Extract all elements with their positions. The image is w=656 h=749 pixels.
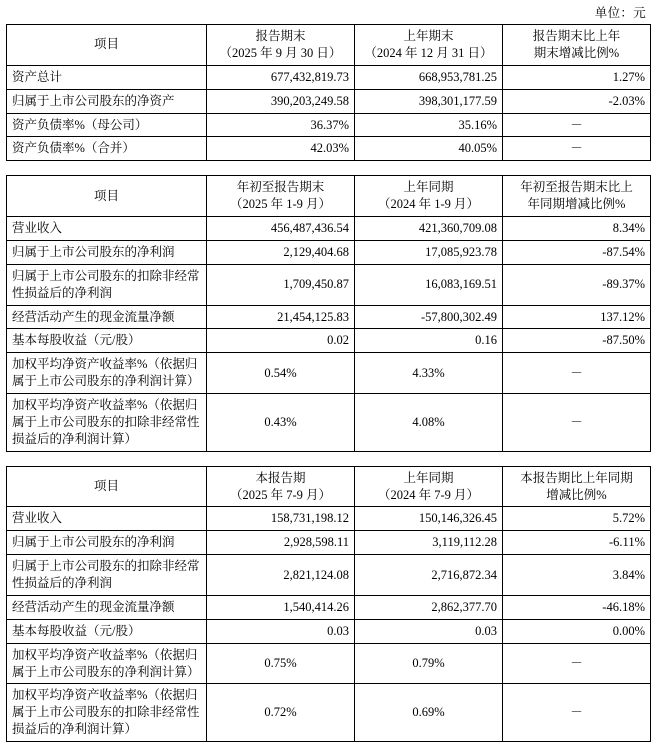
column-header-item: 项目: [7, 466, 207, 507]
row-value-ytd: 0.02: [207, 329, 355, 353]
row-label: 加权平均净资产收益率%（依据归属于上市公司股东的扣除非经常性损益后的净利润计算）: [7, 684, 207, 742]
table-row: [7, 113, 651, 137]
ytd-performance-table: [6, 175, 651, 451]
row-value-change-pct: 8.34%: [503, 217, 651, 241]
row-value-current: 1,540,414.26: [207, 595, 355, 619]
column-header-item: 项目: [7, 25, 207, 66]
row-value-prior-year-end: 398,301,177.59: [355, 89, 503, 113]
table-header-row: [7, 176, 651, 217]
row-label: 归属于上市公司股东的净利润: [7, 240, 207, 264]
row-value-current: 158,731,198.12: [207, 507, 355, 531]
row-value-change-pct: -89.37%: [503, 264, 651, 305]
row-label: 基本每股收益（元/股）: [7, 329, 207, 353]
row-value-prior: -57,800,302.49: [355, 305, 503, 329]
row-value-ytd: 456,487,436.54: [207, 217, 355, 241]
row-label: 营业收入: [7, 217, 207, 241]
table-row: [7, 619, 651, 643]
row-value-prior-year-end: 668,953,781.25: [355, 65, 503, 89]
row-label: 经营活动产生的现金流量净额: [7, 305, 207, 329]
table-row: [7, 555, 651, 596]
column-header-ytd: 年初至报告期末 （2025 年 1-9 月）: [207, 176, 355, 217]
row-value-change-pct: -46.18%: [503, 595, 651, 619]
column-header-item: 项目: [7, 176, 207, 217]
row-value-prior: 150,146,326.45: [355, 507, 503, 531]
row-value-change-pct: -6.11%: [503, 531, 651, 555]
row-value-change-pct: －: [503, 394, 651, 452]
row-value-prior: 0.03: [355, 619, 503, 643]
row-label: 资产负债率%（合并）: [7, 137, 207, 161]
column-header-change-pct: 年初至报告期末比上 年同期增减比例%: [503, 176, 651, 217]
row-label: 归属于上市公司股东的净利润: [7, 531, 207, 555]
quarter-performance-table: [6, 466, 651, 742]
row-value-ytd: 0.43%: [207, 394, 355, 452]
row-label: 加权平均净资产收益率%（依据归属于上市公司股东的净利润计算）: [7, 353, 207, 394]
table-row: [7, 684, 651, 742]
row-value-change-pct: -87.50%: [503, 329, 651, 353]
row-value-prior-year-end: 35.16%: [355, 113, 503, 137]
row-value-period-end: 390,203,249.58: [207, 89, 355, 113]
row-value-prior: 17,085,923.78: [355, 240, 503, 264]
column-header-prior-year-same-period: 上年同期 （2024 年 1-9 月）: [355, 176, 503, 217]
table-row: [7, 394, 651, 452]
table-row: [7, 329, 651, 353]
column-header-period-end: 报告期末 （2025 年 9 月 30 日）: [207, 25, 355, 66]
table-row: [7, 89, 651, 113]
row-value-prior: 16,083,169.51: [355, 264, 503, 305]
row-value-prior: 2,716,872.34: [355, 555, 503, 596]
row-label: 归属于上市公司股东的净资产: [7, 89, 207, 113]
row-value-change-pct: －: [503, 113, 651, 137]
table-row: [7, 217, 651, 241]
row-value-ytd: 2,129,404.68: [207, 240, 355, 264]
row-label: 归属于上市公司股东的扣除非经常性损益后的净利润: [7, 264, 207, 305]
row-label: 资产总计: [7, 65, 207, 89]
row-value-change-pct: -2.03%: [503, 89, 651, 113]
column-header-change-pct: 报告期末比上年 期末增减比例%: [503, 25, 651, 66]
row-label: 加权平均净资产收益率%（依据归属于上市公司股东的净利润计算）: [7, 643, 207, 684]
row-value-period-end: 677,432,819.73: [207, 65, 355, 89]
row-value-change-pct: 1.27%: [503, 65, 651, 89]
column-header-prior-year-same-period: 上年同期 （2024 年 7-9 月）: [355, 466, 503, 507]
row-value-change-pct: －: [503, 353, 651, 394]
row-value-current: 2,928,598.11: [207, 531, 355, 555]
column-header-prior-year-end: 上年期末 （2024 年 12 月 31 日）: [355, 25, 503, 66]
row-label: 归属于上市公司股东的扣除非经常性损益后的净利润: [7, 555, 207, 596]
row-value-change-pct: 0.00%: [503, 619, 651, 643]
row-value-current: 0.03: [207, 619, 355, 643]
row-value-prior-year-end: 40.05%: [355, 137, 503, 161]
row-value-change-pct: 5.72%: [503, 507, 651, 531]
row-label: 经营活动产生的现金流量净额: [7, 595, 207, 619]
row-value-current: 2,821,124.08: [207, 555, 355, 596]
row-value-change-pct: 3.84%: [503, 555, 651, 596]
table-row: [7, 65, 651, 89]
table-row: [7, 531, 651, 555]
row-value-change-pct: －: [503, 684, 651, 742]
row-value-change-pct: -87.54%: [503, 240, 651, 264]
row-value-current: 0.75%: [207, 643, 355, 684]
column-header-change-pct: 本报告期比上年同期 增减比例%: [503, 466, 651, 507]
row-value-change-pct: －: [503, 643, 651, 684]
row-value-prior: 0.16: [355, 329, 503, 353]
row-value-prior: 0.79%: [355, 643, 503, 684]
row-value-period-end: 36.37%: [207, 113, 355, 137]
row-value-period-end: 42.03%: [207, 137, 355, 161]
row-label: 资产负债率%（母公司）: [7, 113, 207, 137]
row-value-ytd: 1,709,450.87: [207, 264, 355, 305]
table-row: [7, 595, 651, 619]
balance-sheet-summary-table: [6, 24, 651, 161]
row-value-prior: 4.33%: [355, 353, 503, 394]
table-row: [7, 507, 651, 531]
row-value-change-pct: 137.12%: [503, 305, 651, 329]
row-value-prior: 2,862,377.70: [355, 595, 503, 619]
row-value-current: 0.72%: [207, 684, 355, 742]
table-row: [7, 305, 651, 329]
table-row: [7, 240, 651, 264]
column-header-current-quarter: 本报告期 （2025 年 7-9 月）: [207, 466, 355, 507]
row-value-prior: 3,119,112.28: [355, 531, 503, 555]
row-label: 加权平均净资产收益率%（依据归属于上市公司股东的扣除非经常性损益后的净利润计算）: [7, 394, 207, 452]
table-row: [7, 264, 651, 305]
row-value-prior: 421,360,709.08: [355, 217, 503, 241]
row-label: 营业收入: [7, 507, 207, 531]
row-value-prior: 0.69%: [355, 684, 503, 742]
table-header-row: [7, 25, 651, 66]
table-row: [7, 643, 651, 684]
row-value-change-pct: －: [503, 137, 651, 161]
table-row: [7, 353, 651, 394]
row-label: 基本每股收益（元/股）: [7, 619, 207, 643]
table-row: [7, 137, 651, 161]
unit-note: 单位：元: [594, 6, 646, 20]
table-header-row: [7, 466, 651, 507]
row-value-ytd: 21,454,125.83: [207, 305, 355, 329]
row-value-prior: 4.08%: [355, 394, 503, 452]
row-value-ytd: 0.54%: [207, 353, 355, 394]
